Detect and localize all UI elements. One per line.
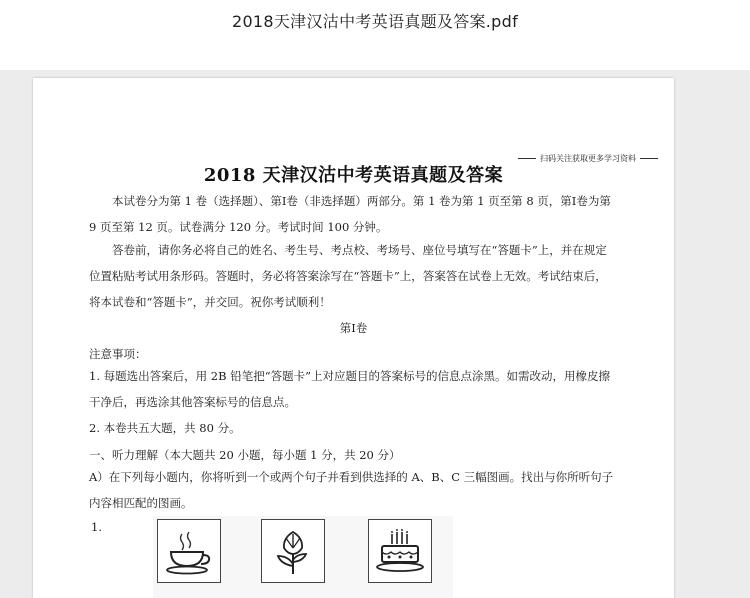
flower-icon (262, 520, 324, 582)
part-1-heading: 一、听力理解（本大题共 20 小题，每小题 1 分，共 20 分） (89, 448, 401, 462)
coffee-cup-picture (157, 519, 221, 583)
note-2: 2. 本卷共五大题，共 80 分。 (89, 421, 241, 435)
pdf-page (33, 78, 674, 598)
watermark-dash-right (640, 158, 658, 159)
question-1-number: 1. (91, 520, 102, 534)
flower-picture (261, 519, 325, 583)
coffee-cup-icon (158, 520, 220, 582)
intro-paragraph-2: 答卷前，请你务必将自己的姓名、考生号、考点校、考场号、座位号填写在“答题卡”上，并在规定位置粘贴考试用条形码。答题时，务必将答案涂写在“答题卡”上，答案答在试卷上无效。考试结束后，将本试卷和“答题卡”，并交回。祝你考试顺利！ (89, 243, 607, 309)
section-heading: 第Ⅰ卷 (339, 321, 368, 335)
viewer-header (0, 0, 750, 70)
note-1: 1. 每题选出答案后，用 2B 铅笔把“答题卡”上对应题目的答案标号的信息点涂黑。如需改动，用橡皮擦干净后，再选涂其他答案标号的信息点。 (89, 369, 610, 409)
document-title: 2018 天津汉沽中考英语真题及答案 (203, 165, 504, 186)
watermark-dash-left (518, 158, 536, 159)
notes-label: 注意事项： (89, 347, 147, 361)
birthday-cake-icon (369, 520, 431, 582)
file-title: 2018天津汉沽中考英语真题及答案.pdf (231, 12, 519, 31)
birthday-cake-picture (368, 519, 432, 583)
part-1-instructions: A）在下列每小题内，你将听到一个或两个句子并看到供选择的 A、B、C 三幅图画。找出与你所听句子内容相匹配的图画。 (89, 470, 614, 510)
intro-paragraph-1: 本试卷分为第 1 卷（选择题）、第Ⅰ卷（非选择题）两部分。第 1 卷为第 1 页至第 8 页，第Ⅰ卷为第 9 页至第 12 页。试卷满分 120 分。考试时间 100 分钟。 (89, 194, 611, 234)
watermark-text: 扫码关注获取更多学习资料 (540, 154, 636, 163)
